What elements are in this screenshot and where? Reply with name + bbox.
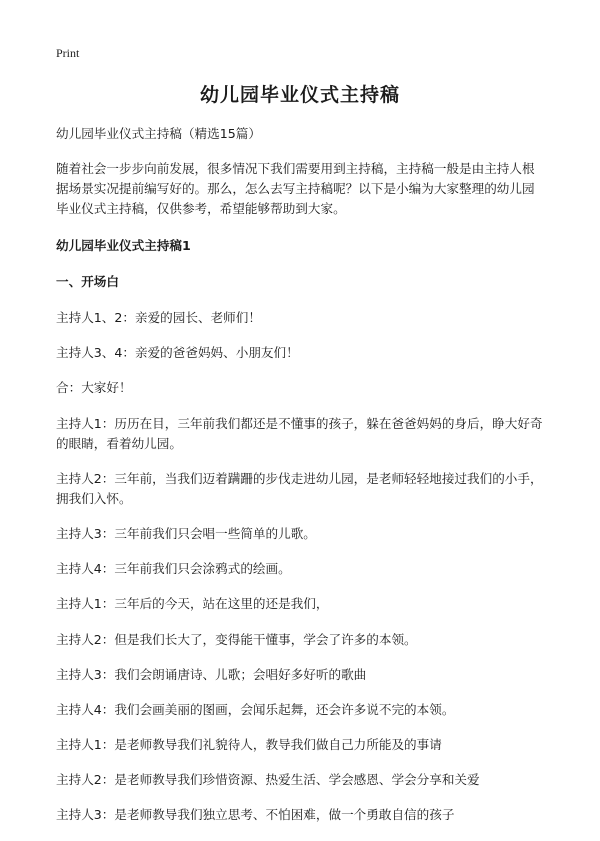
intro-paragraph: 随着社会一步步向前发展，很多情况下我们需要用到主持稿，主持稿一般是由主持人根据场景实况提前编写好的。那么，怎么去写主持稿呢？以下是小编为大家整理的幼儿园毕业仪式主持稿，仅供参考，希望能够帮助到大家。 bbox=[56, 161, 535, 216]
script-line: 合：大家好！ bbox=[56, 380, 132, 396]
part-title: 一、开场白 bbox=[56, 274, 119, 289]
section-title: 幼儿园毕业仪式主持稿1 bbox=[56, 238, 191, 253]
script-line: 主持人1、2：亲爱的园长、老师们！ bbox=[56, 310, 261, 325]
script-line: 主持人1：是老师教导我们礼貌待人，教导我们做自己力所能及的事请 bbox=[56, 737, 442, 753]
print-link[interactable]: Print bbox=[56, 46, 80, 60]
script-line: 主持人3、4：亲爱的爸爸妈妈、小朋友们！ bbox=[56, 345, 299, 361]
script-line: 主持人2：但是我们长大了，变得能干懂事，学会了许多的本领。 bbox=[56, 631, 417, 647]
script-line: 主持人2：是老师教导我们珍惜资源、热爱生活、学会感恩、学会分享和关爱 bbox=[56, 772, 480, 788]
script-line: 主持人4：我们会画美丽的图画，会闻乐起舞，还会许多说不完的本领。 bbox=[56, 701, 455, 717]
document-subtitle: 幼儿园毕业仪式主持稿（精选15篇） bbox=[56, 126, 261, 141]
document-title: 幼儿园毕业仪式主持稿 bbox=[199, 84, 400, 106]
script-line: 主持人1：历历在目，三年前我们都还是不懂事的孩子，躲在爸爸妈妈的身后，睁大好奇的眼睛，看着幼儿园。 bbox=[56, 415, 543, 451]
script-line: 主持人3：三年前我们只会唱一些简单的儿歌。 bbox=[56, 525, 316, 541]
script-line: 主持人3：是老师教导我们独立思考、不怕困难，做一个勇敢自信的孩子 bbox=[56, 807, 455, 823]
script-line: 主持人4：三年前我们只会涂鸦式的绘画。 bbox=[56, 561, 291, 577]
script-line: 主持人2：三年前，当我们迈着蹒跚的步伐走进幼儿园，是老师轻轻地接过我们的小手，拥我们入怀。 bbox=[56, 470, 543, 506]
script-line: 主持人3：我们会朗诵唐诗、儿歌；会唱好多好听的歌曲 bbox=[56, 666, 367, 682]
script-line: 主持人1：三年后的今天，站在这里的还是我们， bbox=[56, 596, 329, 612]
document-body bbox=[56, 124, 546, 841]
